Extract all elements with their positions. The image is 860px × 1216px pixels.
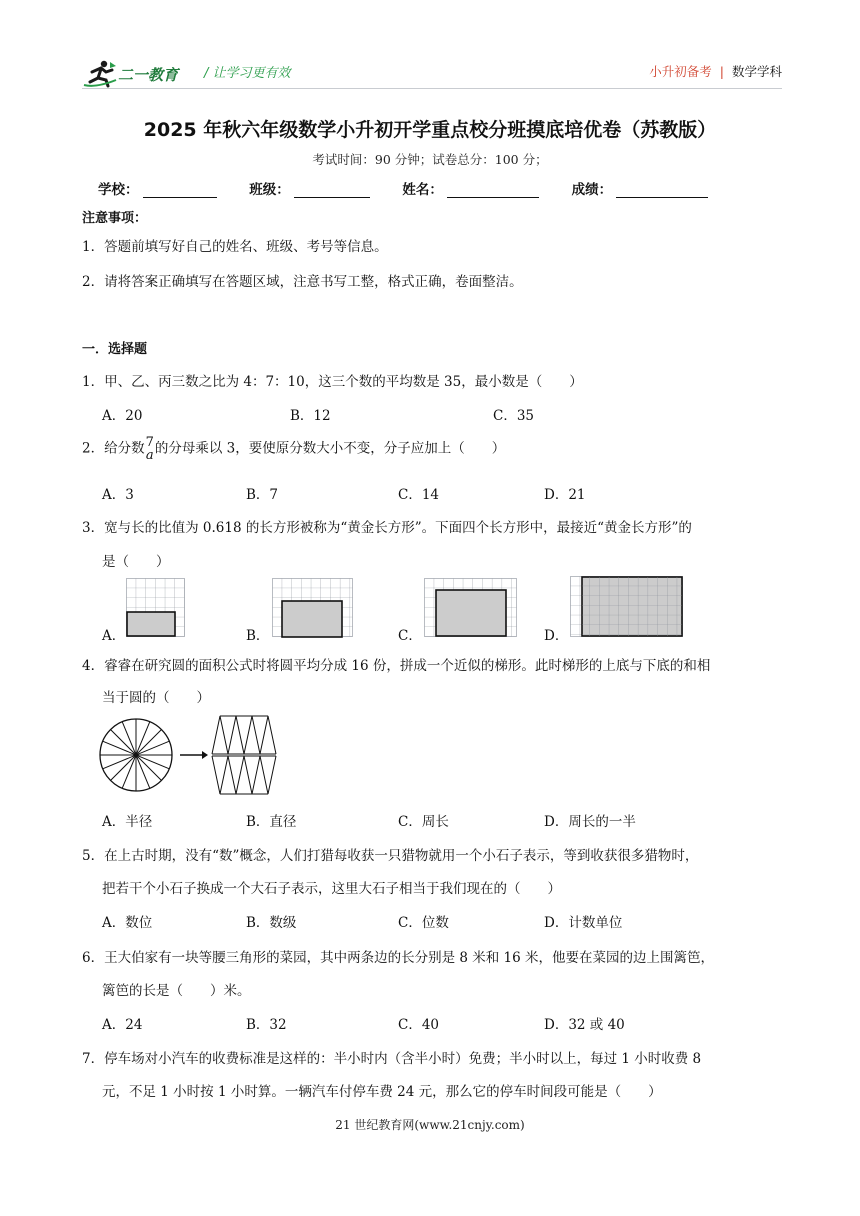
arrow-right-icon	[180, 751, 208, 759]
question-6-cont: 篱笆的长是（ ）米。	[102, 983, 251, 999]
question-4: 4．睿睿在研究圆的面积公式时将圆平均分成 16 份，拼成一个近似的梯形。此时梯形的上底与下底的和相	[82, 658, 711, 674]
q5-option-c[interactable]: C．位数	[398, 915, 449, 931]
q3-option-a[interactable]: A．	[102, 628, 126, 644]
fraction-numerator: 7	[145, 435, 154, 450]
question-5-cont: 把若干个小石子换成一个大石子表示，这里大石子相当于我们现在的（ ）	[102, 881, 561, 897]
question-7: 7．停车场对小汽车的收费标准是这样的：半小时内（含半小时）免费；半小时以上，每过 1 小时收费 8	[82, 1051, 702, 1067]
q2-option-a[interactable]: A．3	[102, 487, 134, 503]
name-field[interactable]	[447, 182, 539, 198]
notice-item: 2．请将答案正确填写在答题区域，注意书写工整，格式正确，卷面整洁。	[82, 274, 523, 290]
question-3: 3．宽与长的比值为 0.618 的长方形被称为“黄金长方形”。下面四个长方形中，最接近“黄金长方形”的	[82, 520, 692, 536]
exam-type: 小升初备考	[649, 64, 712, 79]
q2-fraction	[146, 436, 154, 462]
student-info-row	[98, 178, 736, 198]
q5-option-d[interactable]: D．计数单位	[544, 915, 623, 931]
question-7-cont: 元，不足 1 小时按 1 小时算。一辆汽车付停车费 24 元，那么它的停车时间段可能是（ ）	[102, 1084, 662, 1100]
q1-option-b[interactable]: B．12	[290, 408, 331, 424]
q3-grid-c	[424, 578, 518, 638]
q5-option-b[interactable]: B．数级	[246, 915, 297, 931]
q3-option-b[interactable]: B．	[246, 628, 270, 644]
rectangle-shape	[436, 590, 506, 636]
q4-option-d[interactable]: D．周长的一半	[544, 814, 636, 830]
notice-item: 1．答题前填写好自己的姓名、班级、考号等信息。	[82, 239, 388, 255]
q3-option-d[interactable]: D．	[544, 628, 569, 644]
page-header	[82, 58, 782, 90]
divided-circle-icon	[100, 719, 172, 791]
q6-option-d[interactable]: D．32 或 40	[544, 1017, 625, 1033]
header-separator: |	[719, 64, 724, 79]
question-6: 6．王大伯家有一块等腰三角形的菜园，其中两条边的长分别是 8 米和 16 米，他要在菜园的边上围篱笆，	[82, 950, 715, 966]
q3-option-c[interactable]: C．	[398, 628, 422, 644]
circle-to-trapezoid-figure	[98, 714, 284, 798]
notice-title: 注意事项：	[82, 211, 148, 226]
q4-option-c[interactable]: C．周长	[398, 814, 449, 830]
q1-option-c[interactable]: C．35	[493, 408, 535, 424]
q2-option-d[interactable]: D．21	[544, 487, 586, 503]
q6-option-c[interactable]: C．40	[398, 1017, 440, 1033]
q6-option-a[interactable]: A．24	[102, 1017, 143, 1033]
subject-name: 数学学科	[731, 64, 782, 79]
question-2	[82, 436, 505, 462]
class-field[interactable]	[294, 182, 370, 198]
fraction-denominator: a	[145, 448, 154, 463]
page-title: 2025 年秋六年级数学小升初开学重点校分班摸底培优卷（苏教版）	[143, 119, 717, 141]
runner-logo-icon	[82, 58, 118, 88]
q2-text-pre: 2．给分数	[82, 440, 145, 457]
rectangle-shape	[127, 612, 175, 636]
score-field[interactable]	[616, 182, 708, 198]
q3-grid-a	[126, 578, 188, 638]
class-label: 班级：	[249, 182, 290, 198]
q2-option-c[interactable]: C．14	[398, 487, 440, 503]
header-divider	[82, 88, 782, 89]
question-4-cont: 当于圆的（ ）	[102, 690, 210, 706]
q6-option-b[interactable]: B．32	[246, 1017, 287, 1033]
question-1: 1．甲、乙、丙三数之比为 4：7：10，这三个数的平均数是 35，最小数是（ ）	[82, 374, 583, 390]
section-title: 一．选择题	[82, 342, 148, 357]
q1-option-a[interactable]: A．20	[102, 408, 143, 424]
school-label: 学校：	[98, 182, 139, 198]
school-field[interactable]	[143, 182, 217, 198]
q2-text-post: 的分母乘以 3，要使原分数大小不变，分子应加上（ ）	[154, 440, 506, 457]
page-footer: 21 世纪教育网(www.21cnjy.com)	[335, 1118, 525, 1132]
question-5: 5．在上古时期，没有“数”概念，人们打猎每收获一只猎物就用一个小石子表示，等到收获很多猎物时，	[82, 848, 699, 864]
brand-name: 二一教育	[118, 66, 179, 84]
question-3-cont: 是（ ）	[102, 554, 170, 570]
q3-grid-d	[570, 576, 684, 638]
q2-option-b[interactable]: B．7	[246, 487, 279, 503]
q5-option-a[interactable]: A．数位	[102, 915, 153, 931]
exam-meta: 考试时间：90 分钟；试卷总分：100 分；	[312, 152, 548, 167]
score-label: 成绩：	[571, 182, 613, 198]
brand-slogan: / 让学习更有效	[204, 66, 291, 81]
subject-label	[649, 62, 782, 80]
name-label: 姓名：	[402, 182, 443, 198]
q3-grid-b	[272, 578, 356, 638]
rectangle-shape	[282, 601, 342, 637]
q4-option-b[interactable]: B．直径	[246, 814, 297, 830]
q4-option-a[interactable]: A．半径	[102, 814, 153, 830]
trapezoid-icon	[212, 716, 276, 794]
